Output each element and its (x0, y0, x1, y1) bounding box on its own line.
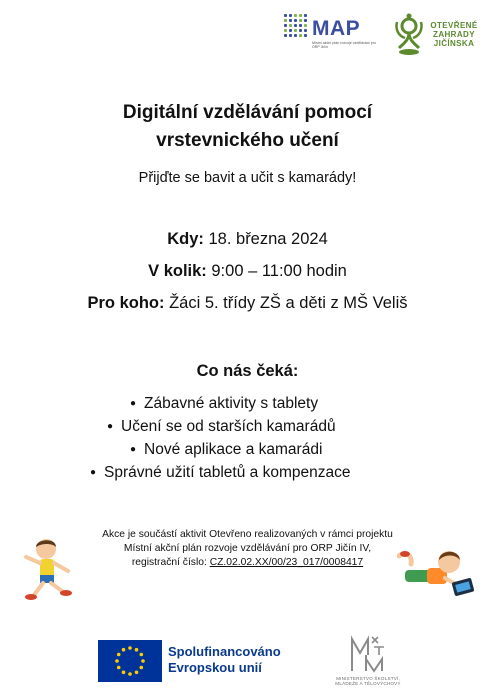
project-note-line3: registrační číslo: CZ.02.02.XX/00/23_017/0008417 (131, 557, 364, 568)
otevrene-zahrady-logo (393, 12, 489, 60)
msmt-text: MINISTERSTVO ŠKOLSTVÍ, MLÁDEŽE A TĚLOVÝCHOVY (335, 676, 401, 686)
page-title-line1: Digitální vzdělávání pomocí (122, 102, 373, 123)
page-title-line2: vrstevnického učení (156, 130, 339, 151)
project-note-line1: Akce je součástí aktivit Otevřeno realizovaných v rámci projektu (102, 529, 393, 540)
event-time-label: V kolik: (148, 262, 207, 280)
event-date-label: Kdy: (167, 230, 204, 248)
map-dots-icon (284, 14, 310, 40)
map-logo-tagline: Místní akční plán rozvoje vzdělávání pro ORP Jičín (312, 41, 377, 49)
garden-emblem-icon (393, 12, 425, 58)
map-logo (284, 14, 380, 52)
msmt-emblem-icon (348, 633, 388, 675)
map-logo-word: MAP (312, 17, 361, 40)
event-audience-label: Pro koho: (87, 294, 165, 312)
msmt-logo (322, 633, 414, 693)
event-date (0, 230, 495, 249)
event-time-value: 9:00 – 11:00 hodin (206, 262, 347, 280)
program-heading: Co nás čeká: (196, 362, 299, 380)
project-note-line2: Místní akční plán rozvoje vzdělávání pro ORP Jičín IV, (123, 543, 372, 554)
registration-number: CZ.02.02.XX/00/23_017/0008417 (209, 557, 364, 568)
event-date-value: 18. března 2024 (203, 230, 328, 248)
program-item: ● Zábavné aktivity s tablety (130, 395, 319, 412)
eu-flag-icon (98, 640, 162, 682)
event-audience (0, 294, 495, 313)
program-item: ● Učení se od starších kamarádů (107, 418, 336, 435)
subtitle: Přijďte se bavit a učit s kamarády! (138, 170, 357, 186)
event-audience-value: Žáci 5. třídy ZŠ a děti z MŠ Veliš (164, 294, 408, 312)
event-time (0, 262, 495, 281)
otevrene-zahrady-text: OTEVŘENÉ ZAHRADY JIČÍNSKA (430, 21, 478, 48)
program-item: ● Správné užití tabletů a kompenzace (90, 464, 351, 481)
eu-cofunded-text: Spolufinancováno Evropskou unií (168, 644, 281, 675)
program-item: ● Nové aplikace a kamarádi (130, 441, 323, 458)
running-child-illustration (12, 537, 82, 603)
child-with-tablet-illustration (397, 546, 477, 604)
